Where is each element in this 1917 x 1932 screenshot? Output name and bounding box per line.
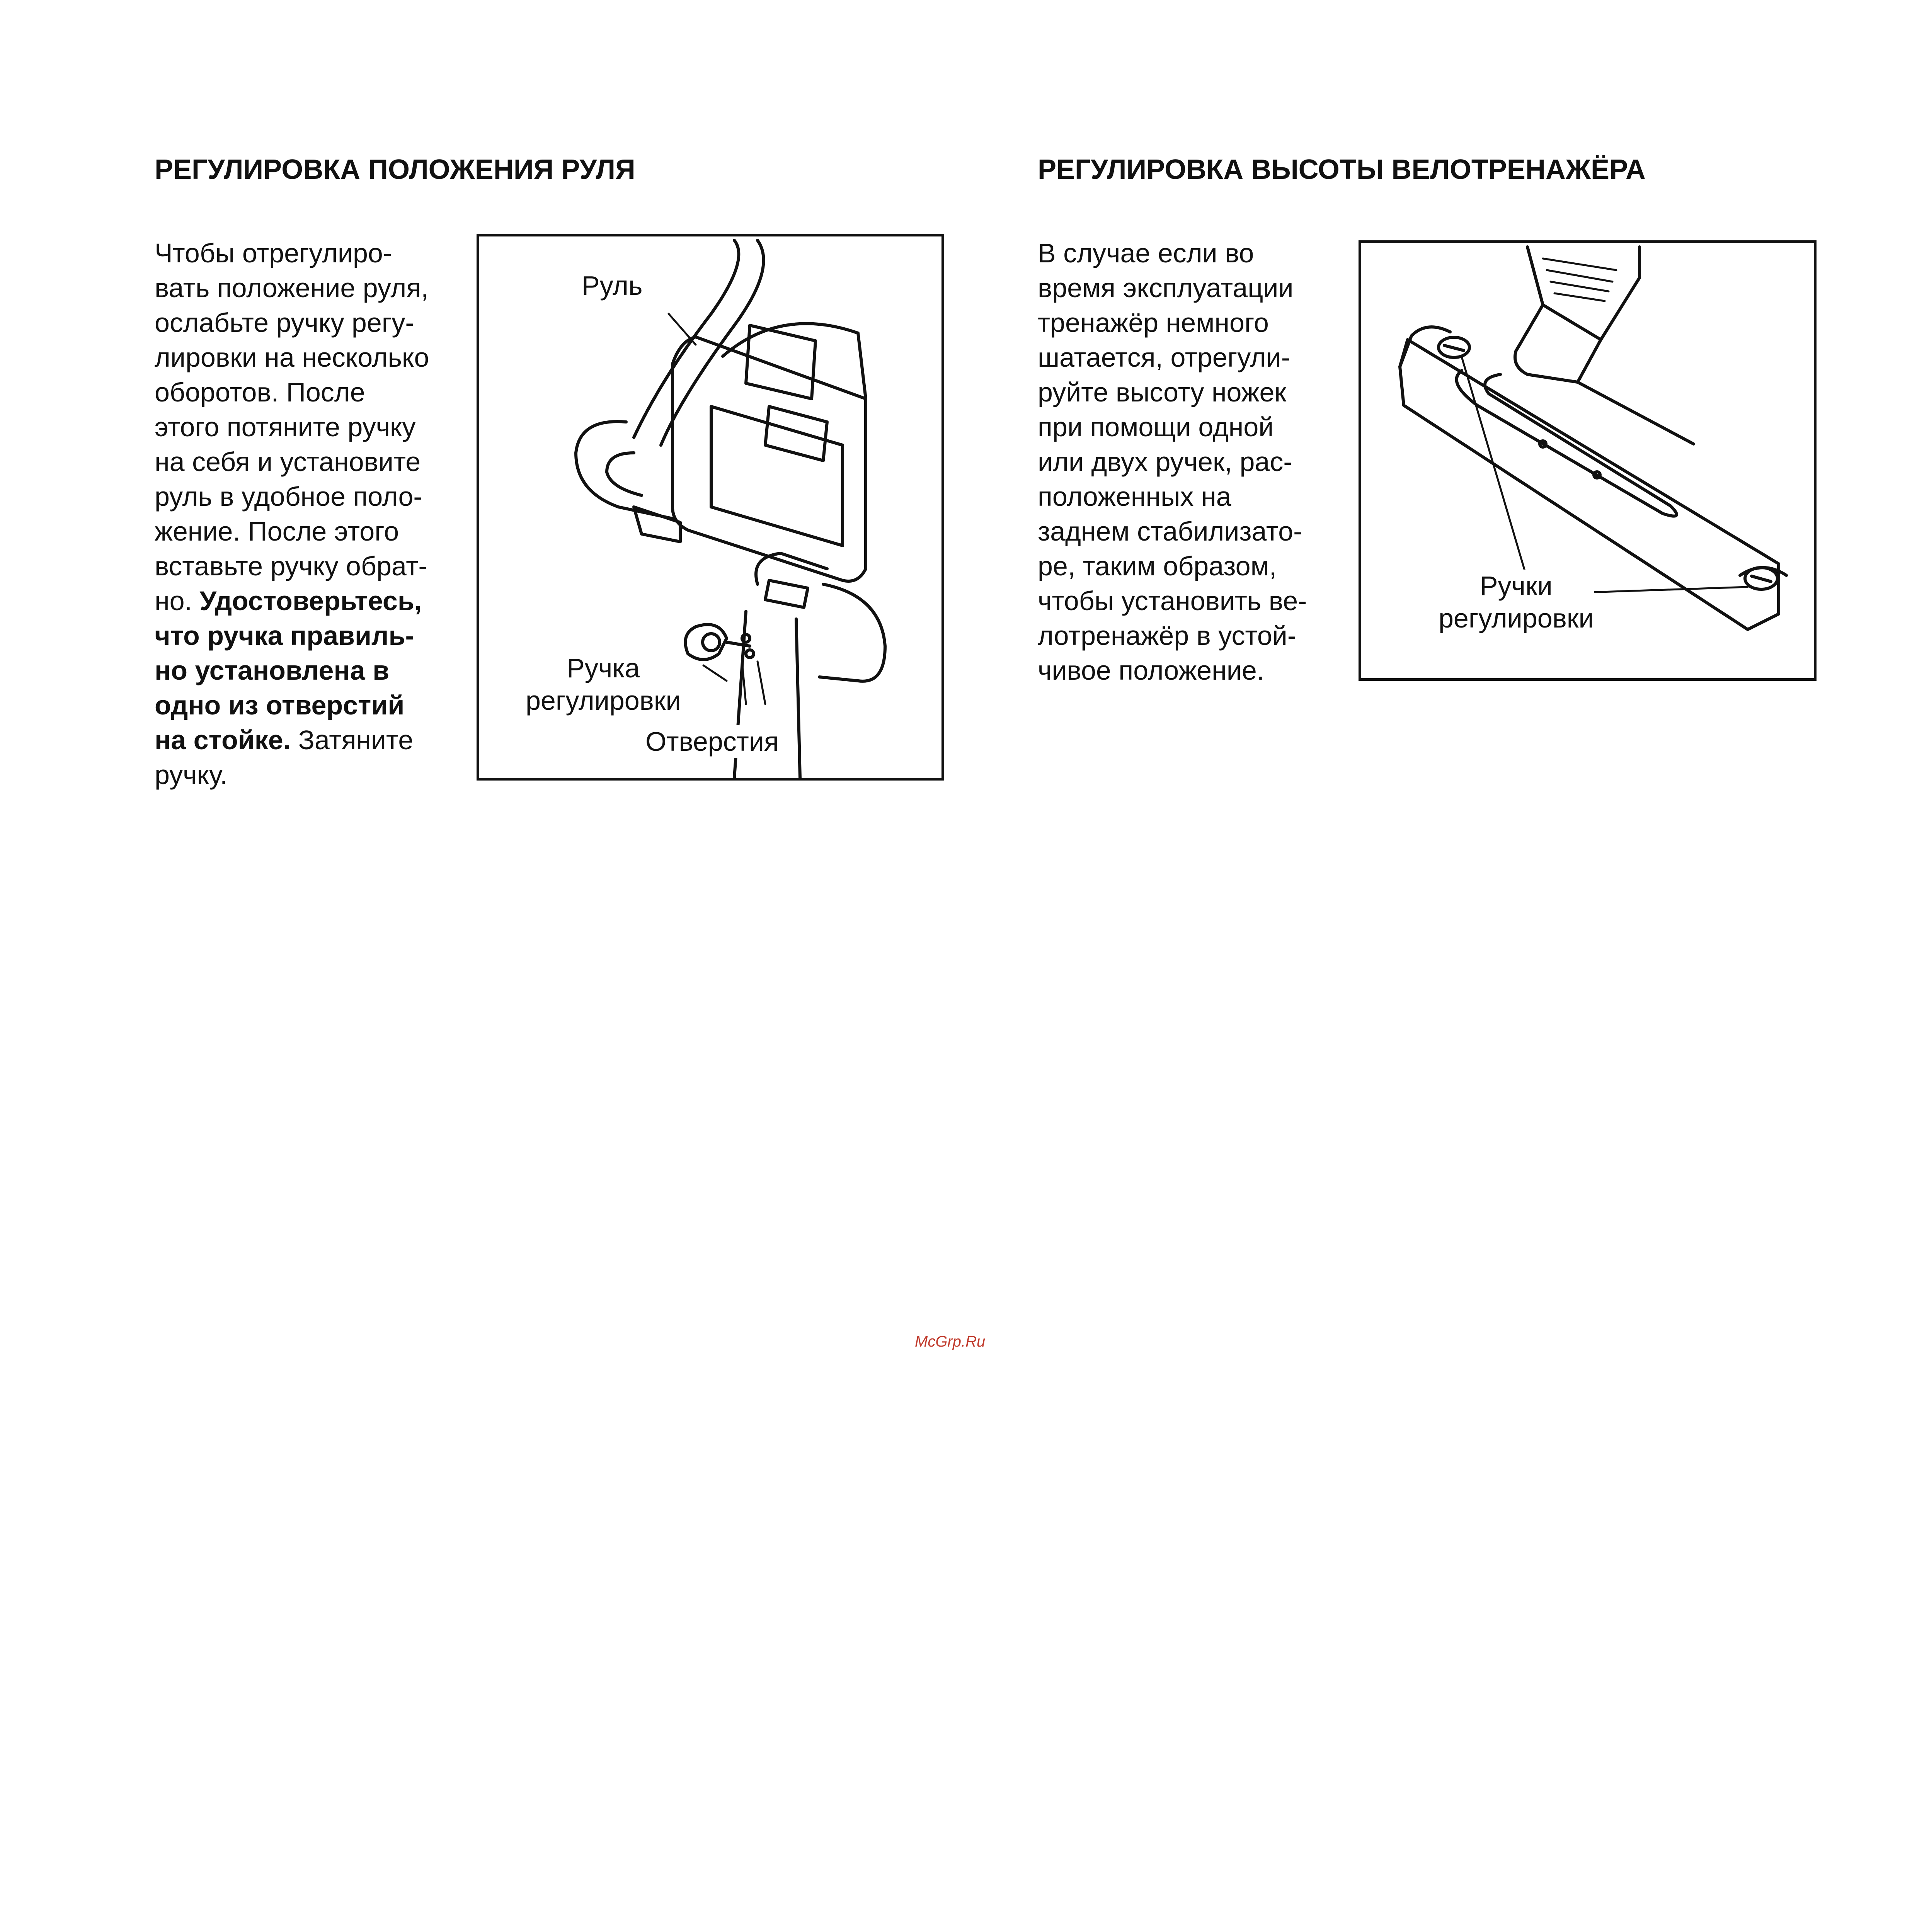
label-line: Ручка	[567, 653, 640, 683]
text-line: шатается, отрегули-	[1038, 342, 1290, 372]
text-line: Чтобы отрегулиро-	[155, 238, 392, 268]
label-holes: Отверстия	[645, 725, 779, 758]
text-line: заднем стабилизато-	[1038, 516, 1302, 546]
stabilizer-figure	[1359, 240, 1817, 681]
text-line: время эксплуатации	[1038, 273, 1294, 303]
text-line: на себя и установите	[155, 447, 421, 477]
text-line: В случае если во	[1038, 238, 1254, 268]
text-line: руйте высоту ножек	[1038, 377, 1287, 407]
emphasis-line: одно из отверстий	[155, 690, 405, 720]
handlebar-instructions	[155, 236, 429, 792]
label-adjustment-knobs	[1439, 570, 1594, 634]
watermark: McGrp.Ru	[915, 1333, 986, 1350]
text-line: руль в удобное поло-	[155, 481, 422, 512]
emphasis-line: что ручка правиль-	[155, 621, 414, 651]
emphasis-text: на стойке.	[155, 725, 291, 755]
text-line: положенных на	[1038, 481, 1231, 512]
heading-bike-height-adjustment: РЕГУЛИРОВКА ВЫСОТЫ ВЕЛОТРЕНАЖЁРА	[1038, 154, 1646, 185]
text-line	[155, 723, 429, 757]
label-line: регулировки	[526, 685, 681, 716]
text-line: при помощи одной	[1038, 412, 1274, 442]
text-line: ручку.	[155, 760, 228, 790]
text-line	[155, 583, 429, 618]
text-line: чтобы установить ве-	[1038, 586, 1307, 616]
label-line: Ручки	[1479, 571, 1553, 601]
text-fragment: но.	[155, 586, 200, 616]
text-line: вставьте ручку обрат-	[155, 551, 427, 581]
text-line: чивое положение.	[1038, 655, 1265, 685]
heading-handlebar-adjustment: РЕГУЛИРОВКА ПОЛОЖЕНИЯ РУЛЯ	[155, 154, 635, 185]
text-line: лировки на несколько	[155, 342, 429, 372]
label-handlebar: Руль	[582, 269, 642, 302]
text-line: этого потяните ручку	[155, 412, 416, 442]
emphasis-text: Удостоверьтесь,	[199, 586, 422, 616]
text-line: оборотов. После	[155, 377, 365, 407]
text-line: ре, таким образом,	[1038, 551, 1277, 581]
text-fragment: Затяните	[291, 725, 414, 755]
height-instructions	[1038, 236, 1307, 688]
label-line: регулировки	[1439, 603, 1594, 633]
text-line: жение. После этого	[155, 516, 399, 546]
handlebar-figure	[477, 234, 944, 781]
label-adjustment-knob	[526, 652, 681, 717]
text-line: тренажёр немного	[1038, 308, 1269, 338]
emphasis-line: но установлена в	[155, 655, 390, 685]
text-line: или двух ручек, рас-	[1038, 447, 1292, 477]
text-line: лотренажёр в устой-	[1038, 621, 1297, 651]
text-line: ослабьте ручку регу-	[155, 308, 414, 338]
text-line: вать положение руля,	[155, 273, 429, 303]
